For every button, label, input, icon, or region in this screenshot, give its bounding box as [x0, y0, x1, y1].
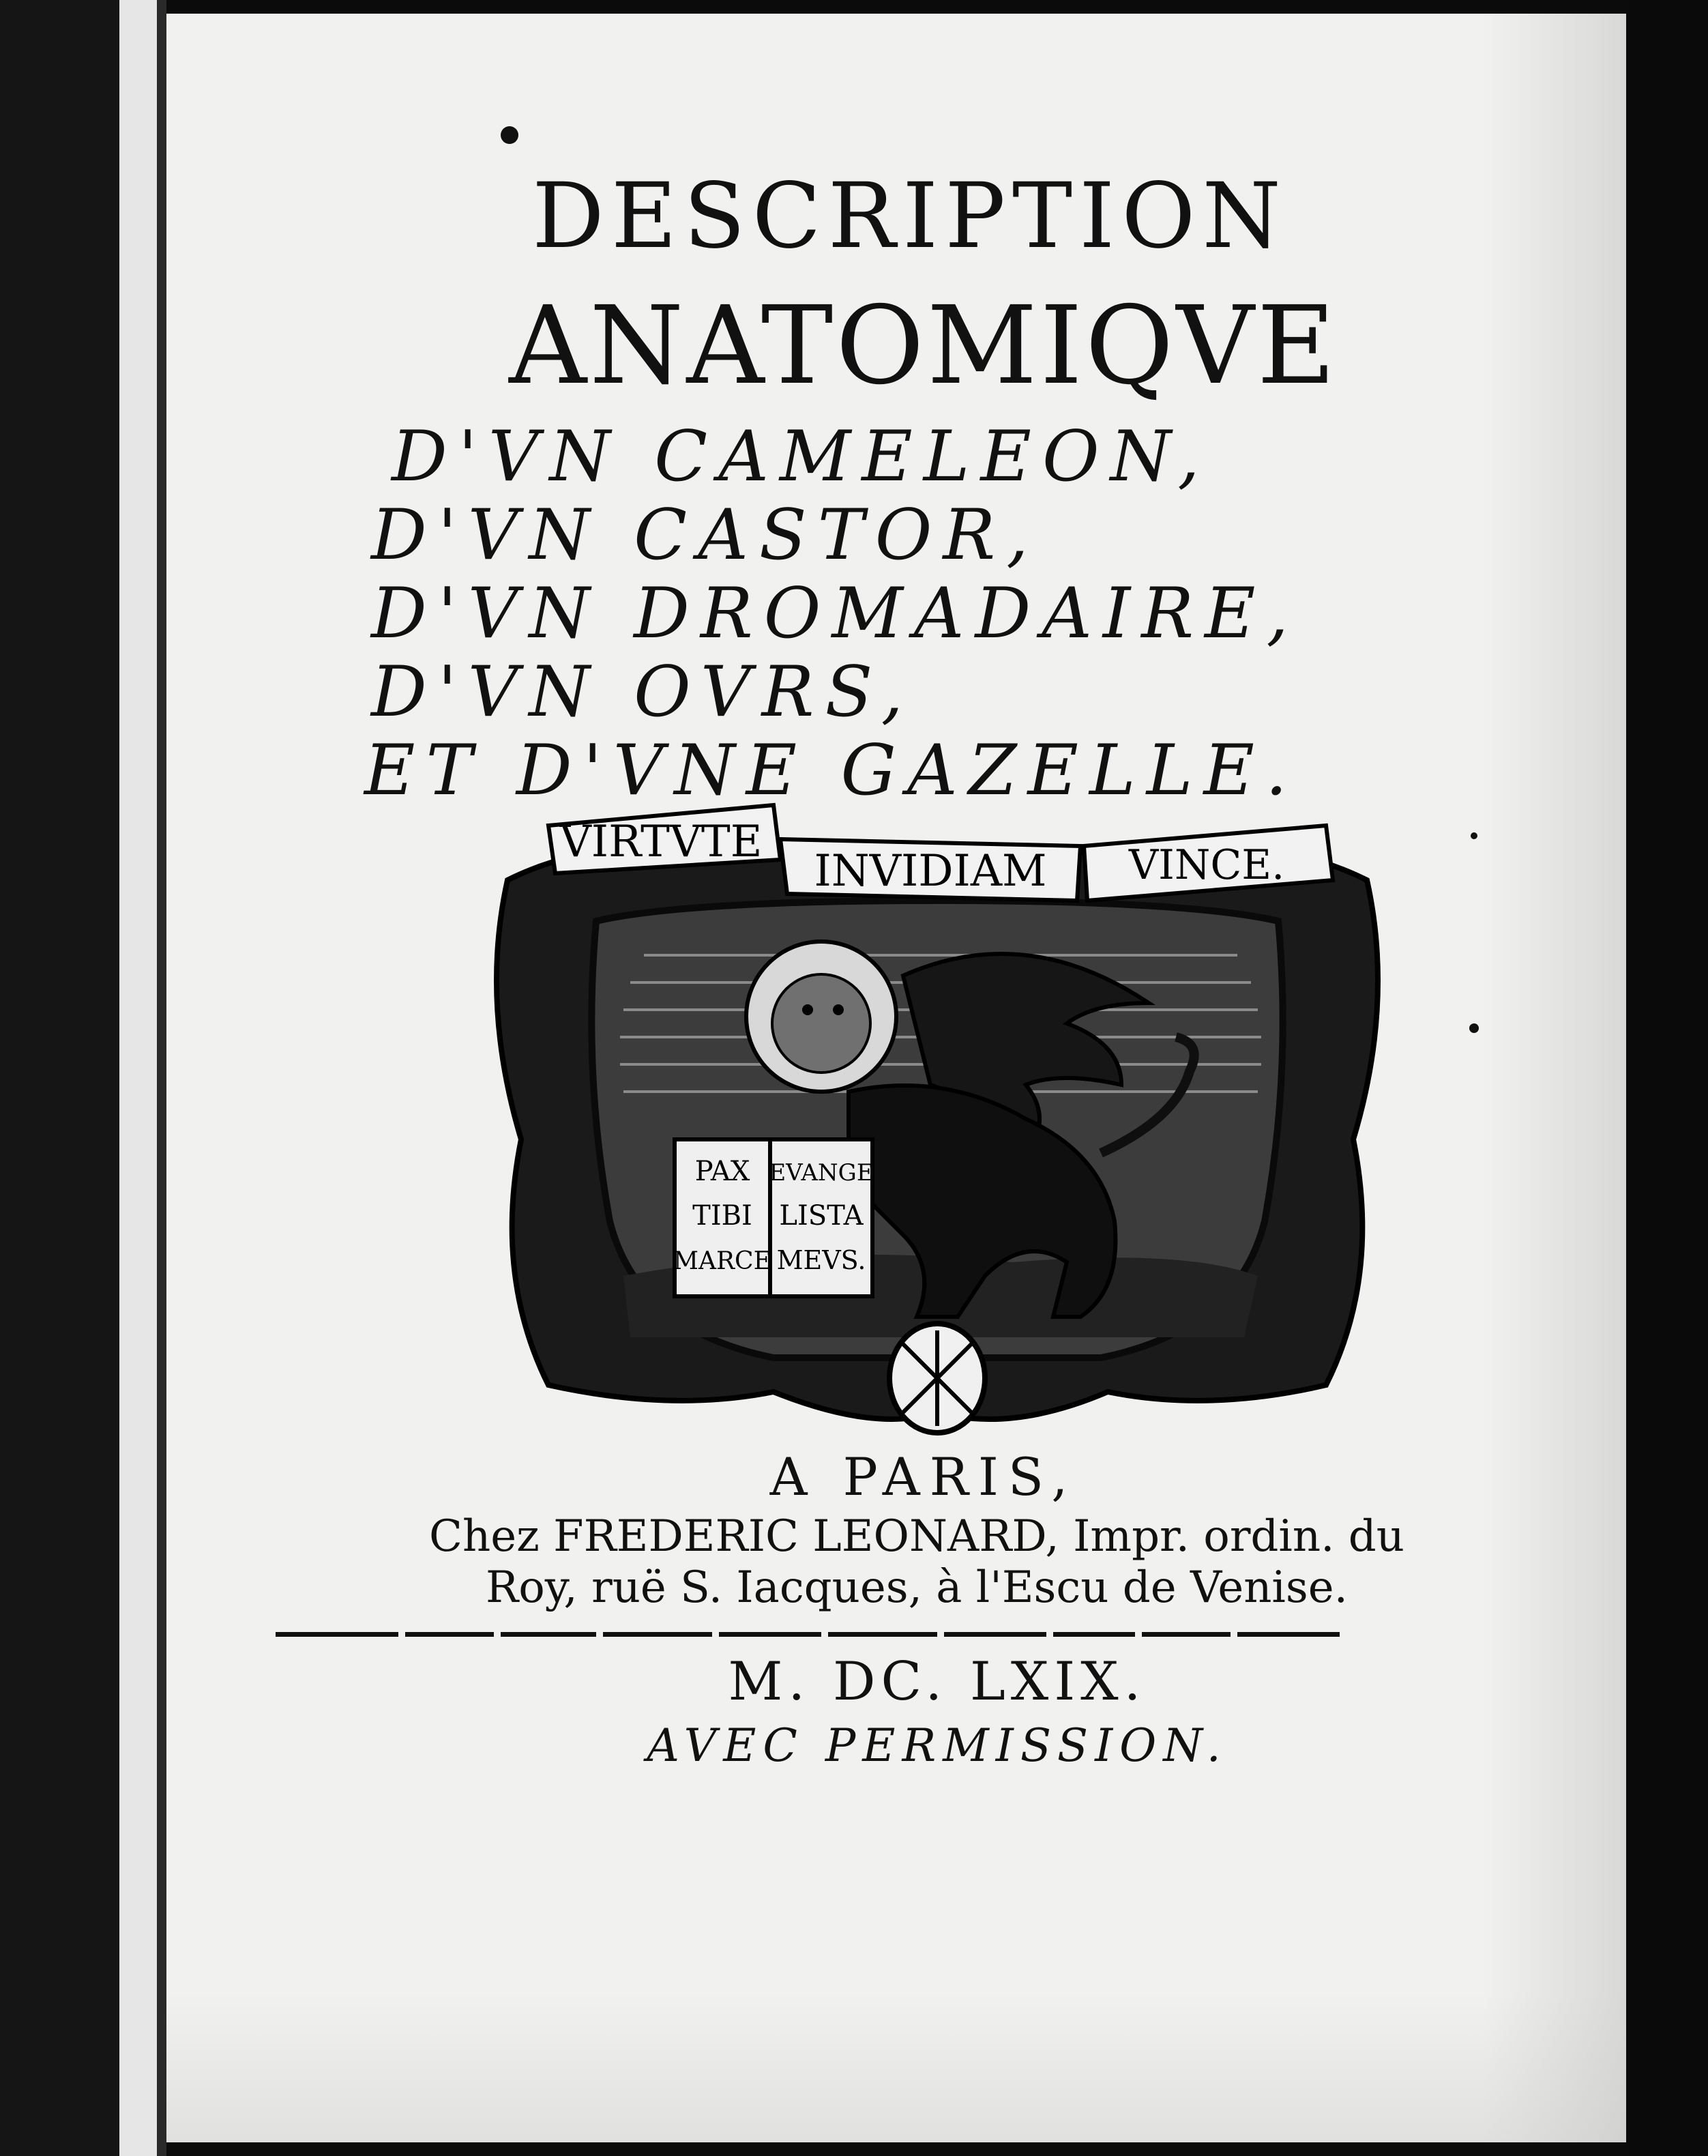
scan-border-left [0, 0, 119, 2156]
book-right-line-1: EVANGE [769, 1159, 874, 1186]
scan-edge-strip [119, 0, 160, 2156]
subtitle-line-5: ET D'VNE GAZELLE. [364, 730, 1299, 811]
subtitle-line-3: D'VN DROMADAIRE, [371, 573, 1299, 654]
banner-word-1: VIRTVTE [559, 817, 763, 867]
printers-device-woodcut [467, 798, 1408, 1440]
book-right-line-3: MEVS. [776, 1245, 866, 1275]
imprint-line-2: Roy, ruë S. Iacques, à l'Escu de Venise. [486, 1562, 1348, 1613]
title-line-2: ANATOMIQVE [509, 283, 1338, 409]
publication-date: M. DC. LXIX. [728, 1651, 1147, 1713]
subtitle-line-2: D'VN CASTOR, [371, 495, 1040, 576]
permission-line: AVEC PERMISSION. [647, 1719, 1228, 1772]
scan-edge-line [157, 0, 166, 2156]
book-left-line-2: TIBI [692, 1200, 752, 1232]
banner-word-2: INVIDIAM [814, 846, 1047, 897]
banner-word-3: VINCE. [1128, 841, 1285, 889]
title-line-1: DESCRIPTION [532, 164, 1288, 269]
book-right-line-2: LISTA [779, 1200, 864, 1232]
subtitle-line-1: D'VN CAMELEON, [392, 416, 1211, 497]
subtitle-line-4: D'VN OVRS, [371, 652, 915, 733]
imprint-line-1: Chez FREDERIC LEONARD, Impr. ordin. du [429, 1511, 1404, 1562]
imprint-place: A PARIS, [769, 1446, 1078, 1507]
ink-spot [1471, 832, 1477, 839]
title-page [166, 14, 1626, 2142]
ink-spot [1469, 1023, 1479, 1033]
book-left-line-3: MARCE [673, 1247, 771, 1275]
book-left-line-1: PAX [694, 1156, 750, 1187]
divider-rule [276, 1631, 1340, 1637]
ink-spot [501, 126, 518, 144]
page-bottom-shade [166, 1992, 1626, 2142]
